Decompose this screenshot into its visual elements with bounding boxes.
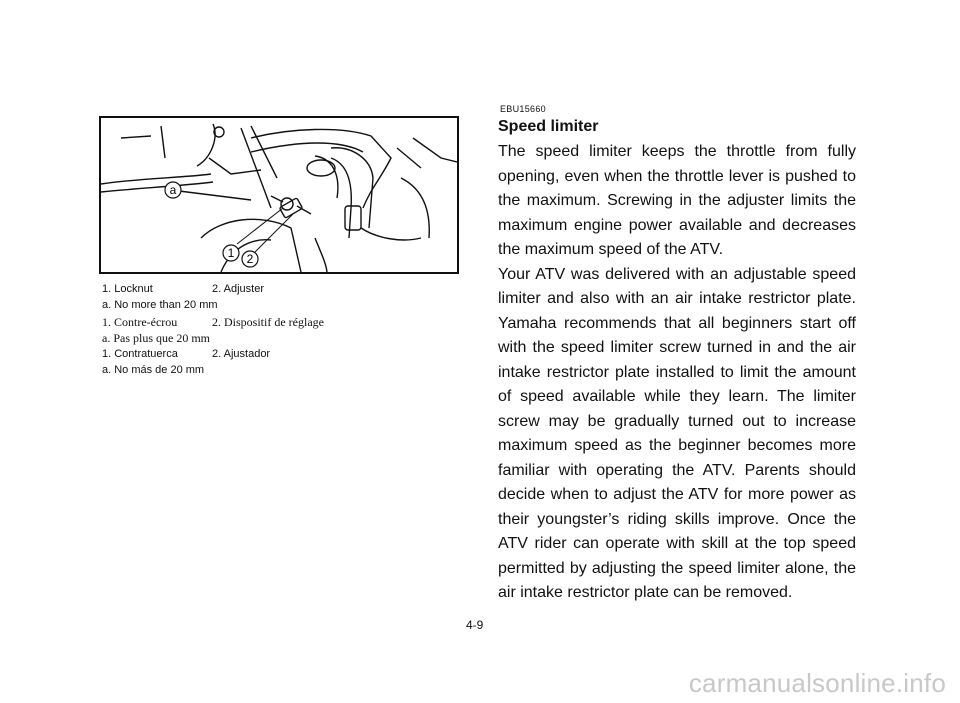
caption-item: a. No más de 20 mm — [102, 364, 205, 377]
body-paragraph: Your ATV was delivered with an adjustable speed limiter and also with an air intake restrictor plate. Yamaha recommends that all beginners start off with the speed limiter screw turned in and the air intake restrictor plate installed to limit the amount of speed available while they learn. The limiter screw may be gradually turned out to increase maximum speed as the beginner becomes more familiar with operating the ATV. Parents should decide when to adjust the ATV for more power as their youngster’s riding skills improve. Once the ATV rider can operate with skill at the top speed permitted by adjusting the speed limiter alone, the air intake restrictor plate can be removed. — [498, 265, 856, 601]
caption-en-a — [102, 297, 462, 313]
callout-a: a — [169, 183, 177, 197]
section-code: EBU15660 — [500, 104, 546, 114]
caption-en-1 — [102, 281, 462, 297]
caption-item: 1. Contre-écrou — [102, 314, 178, 329]
throttle-assembly-drawing — [101, 118, 457, 272]
caption-es-a — [102, 362, 462, 378]
body-paragraph: The speed limiter keeps the throttle from fully opening, even when the throttle lever is pushed to the maximum. Screwing in the adjuster limits the maximum engine power available and decreases the maximum speed of the ATV. — [498, 143, 856, 258]
watermark: carmanualsonline.info — [688, 668, 946, 698]
callout-2: 2 — [246, 252, 254, 266]
caption-item: a. Pas plus que 20 mm — [102, 330, 210, 345]
callout-1: 1 — [227, 246, 235, 260]
caption-item: 2. Adjuster — [212, 283, 264, 295]
figure-captions — [102, 281, 462, 379]
caption-item: 2. Ajustador — [212, 348, 271, 361]
caption-item: 1. Locknut — [102, 283, 153, 295]
caption-item: 1. Contratuerca — [102, 348, 178, 361]
speed-limiter-illustration — [99, 116, 459, 274]
caption-es-1 — [102, 346, 462, 362]
caption-fr-a — [102, 330, 462, 346]
caption-fr-1 — [102, 314, 462, 330]
section-heading: Speed limiter — [498, 118, 599, 135]
section-body — [498, 140, 856, 606]
page-number: 4-9 — [466, 618, 484, 632]
caption-item: a. No more than 20 mm — [102, 299, 218, 312]
caption-item: 2. Dispositif de réglage — [212, 314, 324, 329]
